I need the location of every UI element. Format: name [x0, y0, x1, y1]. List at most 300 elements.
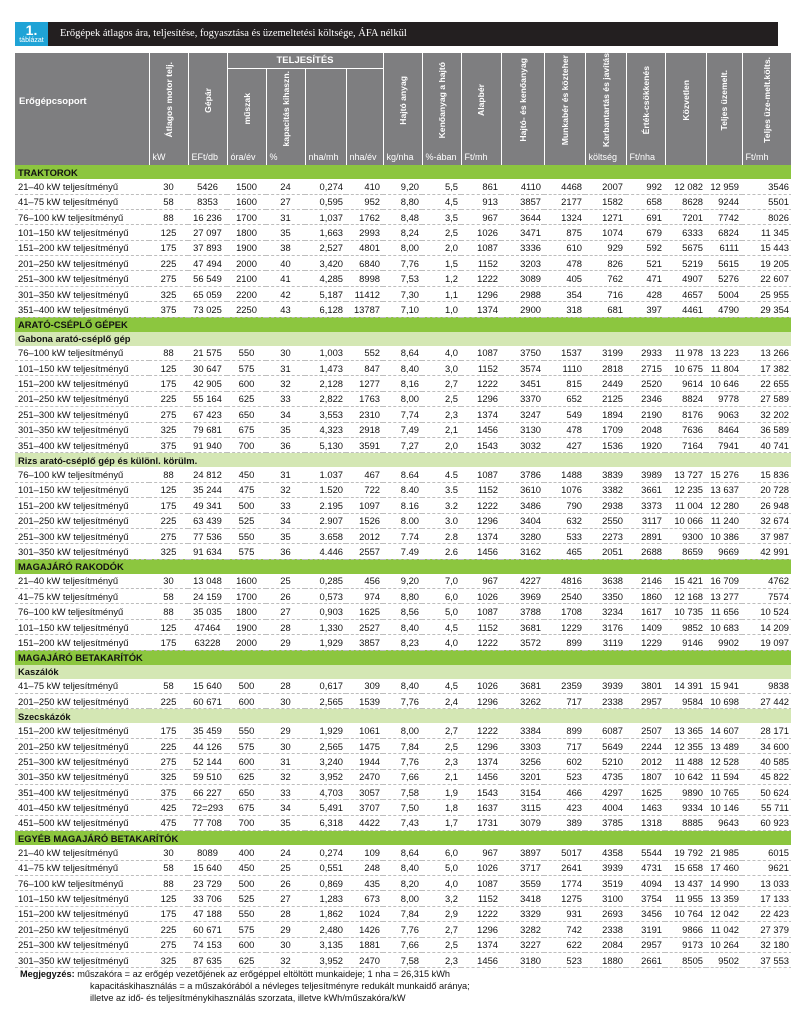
data-cell: 478 [544, 422, 585, 437]
data-cell: 1881 [346, 937, 383, 952]
data-cell: 1582 [585, 194, 626, 209]
data-cell: 2818 [585, 361, 626, 376]
row-label: 351–400 kW teljesítményű [15, 785, 149, 800]
unit-cell: %-ában [422, 149, 461, 165]
data-cell: 15 941 [706, 679, 742, 694]
table-row [15, 271, 791, 286]
data-cell: 717 [544, 738, 585, 753]
data-cell: 2,527 [305, 240, 346, 255]
data-cell: 21 575 [188, 346, 227, 361]
data-cell: 5544 [626, 845, 665, 860]
data-cell: 625 [227, 769, 266, 784]
data-cell: 7,27 [383, 437, 422, 452]
table-row [15, 574, 791, 589]
data-cell: 32 [266, 482, 305, 497]
table-row [15, 346, 791, 361]
data-cell: 14 607 [706, 723, 742, 738]
data-cell: 1097 [346, 498, 383, 513]
data-cell: 450 [227, 860, 266, 875]
data-cell: 2938 [585, 498, 626, 513]
data-cell: 73 025 [188, 302, 227, 317]
data-cell: 523 [544, 769, 585, 784]
col-header-fuel: Hajtó anyag [383, 53, 422, 149]
data-cell: 15 443 [742, 240, 791, 255]
row-label: 201–250 kW teljesítményű [15, 256, 149, 271]
data-cell: 35 035 [188, 604, 227, 619]
data-cell: 24 [266, 845, 305, 860]
data-cell: 0,551 [305, 860, 346, 875]
data-cell: 1543 [461, 437, 501, 452]
data-cell: 5,5 [422, 179, 461, 194]
data-cell: 2,822 [305, 391, 346, 406]
data-cell: 4297 [585, 785, 626, 800]
data-cell: 450 [227, 467, 266, 482]
data-cell: 521 [626, 256, 665, 271]
data-cell: 13 223 [706, 346, 742, 361]
section-header-row [15, 650, 791, 665]
data-cell: 44 126 [188, 738, 227, 753]
data-cell: 3801 [626, 679, 665, 694]
data-cell: 3750 [501, 346, 544, 361]
data-cell: 1700 [227, 589, 266, 604]
data-cell: 175 [149, 498, 188, 513]
table-row [15, 482, 791, 497]
data-cell: 14 209 [742, 619, 791, 634]
data-cell: 7941 [706, 437, 742, 452]
data-cell: 8,16 [383, 376, 422, 391]
data-cell: 1894 [585, 407, 626, 422]
data-cell: 11 240 [706, 513, 742, 528]
data-cell: 52 144 [188, 754, 227, 769]
data-cell: 30 [149, 845, 188, 860]
data-cell: 4731 [626, 860, 665, 875]
data-cell: 466 [544, 785, 585, 800]
data-cell: 3572 [501, 635, 544, 650]
data-cell: 5615 [706, 256, 742, 271]
data-cell: 1024 [346, 906, 383, 921]
data-cell: 12 528 [706, 754, 742, 769]
data-cell: 1229 [626, 635, 665, 650]
data-cell: 3418 [501, 891, 544, 906]
data-cell: 2190 [626, 407, 665, 422]
data-cell: 2661 [626, 952, 665, 967]
data-cell: 225 [149, 256, 188, 271]
data-cell: 658 [626, 194, 665, 209]
row-label: 21–40 kW teljesítményű [15, 574, 149, 589]
data-cell: 552 [346, 346, 383, 361]
data-cell: 6087 [585, 723, 626, 738]
data-cell: 2688 [626, 544, 665, 559]
data-cell: 1456 [461, 544, 501, 559]
data-cell: 602 [544, 754, 585, 769]
col-header-total-cost: Teljes üze-melt.költs. [742, 53, 791, 149]
data-cell: 10 524 [742, 604, 791, 619]
data-cell: 175 [149, 240, 188, 255]
data-cell: 30 647 [188, 361, 227, 376]
data-cell: 7,66 [383, 937, 422, 952]
table-row [15, 589, 791, 604]
data-cell: 679 [626, 225, 665, 240]
data-cell: 9063 [706, 407, 742, 422]
data-cell: 15 836 [742, 467, 791, 482]
data-cell: 25 [266, 860, 305, 875]
data-cell: 1,9 [422, 785, 461, 800]
data-cell: 8464 [706, 422, 742, 437]
data-cell: 35 459 [188, 723, 227, 738]
data-cell: 1222 [461, 906, 501, 921]
data-cell: 3546 [742, 179, 791, 194]
subsection-header-row [15, 709, 791, 724]
data-cell: 3201 [501, 769, 544, 784]
row-label: 21–40 kW teljesítményű [15, 179, 149, 194]
data-cell: 125 [149, 619, 188, 634]
data-cell: 37 893 [188, 240, 227, 255]
data-cell: 575 [227, 361, 266, 376]
data-cell: 3262 [501, 694, 544, 709]
data-cell: 40 741 [742, 437, 791, 452]
data-cell: 3115 [501, 800, 544, 815]
data-cell: 3786 [501, 467, 544, 482]
row-label: 151–200 kW teljesítményű [15, 723, 149, 738]
data-cell: 1152 [461, 361, 501, 376]
data-cell: 2988 [501, 286, 544, 301]
data-cell: 435 [346, 875, 383, 890]
data-cell: 5210 [585, 754, 626, 769]
data-cell: 3,240 [305, 754, 346, 769]
data-cell: 3,135 [305, 937, 346, 952]
data-cell: 3,952 [305, 952, 346, 967]
data-cell: 8,00 [383, 891, 422, 906]
data-cell: 47 494 [188, 256, 227, 271]
data-cell: 88 [149, 209, 188, 224]
footnote-line-3: illetve az idő- és teljesítménykihasználás szorzata, illetve kWh/műszakóra/kW [90, 993, 406, 1003]
data-cell: 2449 [585, 376, 626, 391]
data-cell: 33 [266, 391, 305, 406]
data-cell: 63 439 [188, 513, 227, 528]
data-cell: 175 [149, 906, 188, 921]
data-cell: 12 235 [665, 482, 706, 497]
data-cell: 3032 [501, 437, 544, 452]
data-cell: 125 [149, 482, 188, 497]
unit-cell [706, 149, 742, 165]
data-cell: 10 683 [706, 619, 742, 634]
data-cell: 533 [544, 528, 585, 543]
data-cell: 63228 [188, 635, 227, 650]
data-cell: 2250 [227, 302, 266, 317]
row-label: 41–75 kW teljesítményű [15, 860, 149, 875]
data-cell: 478 [544, 256, 585, 271]
row-label: 301–350 kW teljesítményű [15, 952, 149, 967]
data-cell: 375 [149, 785, 188, 800]
data-cell: 375 [149, 302, 188, 317]
data-cell: 1539 [346, 694, 383, 709]
data-cell: 22 655 [742, 376, 791, 391]
data-cell: 1763 [346, 391, 383, 406]
table-row [15, 302, 791, 317]
data-cell: 5,0 [422, 604, 461, 619]
data-cell: 1026 [461, 860, 501, 875]
data-cell: 4110 [501, 179, 544, 194]
data-cell: 88 [149, 346, 188, 361]
data-cell: 4227 [501, 574, 544, 589]
data-cell: 1409 [626, 619, 665, 634]
data-cell: 27 379 [742, 922, 791, 937]
data-cell: 1,7 [422, 815, 461, 830]
table-row [15, 437, 791, 452]
table-row [15, 407, 791, 422]
data-cell: 11 594 [706, 769, 742, 784]
data-cell: 10 764 [665, 906, 706, 921]
data-cell: 28 171 [742, 723, 791, 738]
data-cell: 525 [227, 513, 266, 528]
data-cell: 5426 [188, 179, 227, 194]
data-cell: 2100 [227, 271, 266, 286]
data-cell: 2048 [626, 422, 665, 437]
data-cell: 2012 [346, 528, 383, 543]
data-cell: 7.49 [383, 544, 422, 559]
section-header-row [15, 317, 791, 332]
data-cell: 42 905 [188, 376, 227, 391]
data-cell: 325 [149, 422, 188, 437]
data-cell: 4,0 [422, 875, 461, 890]
data-cell: 722 [346, 482, 383, 497]
row-label: 41–75 kW teljesítményű [15, 589, 149, 604]
data-cell: 3638 [585, 574, 626, 589]
table-body [15, 149, 791, 968]
data-cell: 14 990 [706, 875, 742, 890]
data-cell: 550 [227, 528, 266, 543]
table-row [15, 391, 791, 406]
data-cell: 10 066 [665, 513, 706, 528]
data-cell: 2900 [501, 302, 544, 317]
data-cell: 2,0 [422, 240, 461, 255]
table-row [15, 952, 791, 967]
data-cell: 27 [266, 604, 305, 619]
data-cell: 1537 [544, 346, 585, 361]
col-header-capacity: kapacitás kihaszn. [266, 69, 305, 149]
data-cell: 3.5 [422, 482, 461, 497]
data-cell: 325 [149, 286, 188, 301]
data-cell: 29 [266, 723, 305, 738]
data-cell: 58 [149, 589, 188, 604]
data-cell: 16 709 [706, 574, 742, 589]
data-cell: 9621 [742, 860, 791, 875]
unit-cell: kg/nha [383, 149, 422, 165]
data-cell: 650 [227, 785, 266, 800]
table-row [15, 738, 791, 753]
data-cell: 1,2 [422, 271, 461, 286]
data-cell: 2540 [544, 589, 585, 604]
data-cell: 15 640 [188, 860, 227, 875]
data-cell: 8,40 [383, 860, 422, 875]
unit-cell: óra/év [227, 149, 266, 165]
data-cell: 34 [266, 513, 305, 528]
footnote-label: Megjegyzés: [20, 969, 75, 979]
data-cell: 405 [544, 271, 585, 286]
badge-number: 1. [25, 22, 38, 38]
data-cell: 2550 [585, 513, 626, 528]
data-cell: 1296 [461, 513, 501, 528]
data-cell: 15 640 [188, 679, 227, 694]
data-cell: 12 959 [706, 179, 742, 194]
data-cell: 3280 [501, 528, 544, 543]
data-cell: 3057 [346, 785, 383, 800]
data-cell: 225 [149, 694, 188, 709]
data-cell: 17 460 [706, 860, 742, 875]
data-cell: 3707 [346, 800, 383, 815]
data-cell: 592 [626, 240, 665, 255]
table-row [15, 845, 791, 860]
table-row [15, 240, 791, 255]
data-cell: 74 153 [188, 937, 227, 952]
data-cell: 50 624 [742, 785, 791, 800]
data-cell: 6,0 [422, 589, 461, 604]
data-cell: 35 [266, 528, 305, 543]
cost-table [15, 53, 791, 968]
data-cell: 3,0 [422, 361, 461, 376]
data-cell: 1800 [227, 604, 266, 619]
data-cell: 2,3 [422, 754, 461, 769]
data-cell: 2933 [626, 346, 665, 361]
data-cell: 3644 [501, 209, 544, 224]
data-cell: 22 423 [742, 906, 791, 921]
data-cell: 4801 [346, 240, 383, 255]
data-cell: 2,565 [305, 738, 346, 753]
data-cell: 1318 [626, 815, 665, 830]
data-cell: 45 822 [742, 769, 791, 784]
data-cell: 2507 [626, 723, 665, 738]
data-cell: 26 [266, 875, 305, 890]
data-cell: 8,40 [383, 361, 422, 376]
row-label: 401–450 kW teljesítményű [15, 800, 149, 815]
data-cell: 1536 [585, 437, 626, 452]
data-cell: 2715 [626, 361, 665, 376]
row-label: 251–300 kW teljesítményű [15, 754, 149, 769]
unit-cell: Ft/mh [461, 149, 501, 165]
data-cell: 2,3 [422, 952, 461, 967]
data-cell: 8,64 [383, 845, 422, 860]
data-cell: 56 549 [188, 271, 227, 286]
data-cell: 2007 [585, 179, 626, 194]
table-row [15, 256, 791, 271]
data-cell: 1920 [626, 437, 665, 452]
data-cell: 37 553 [742, 952, 791, 967]
col-header-group: Erőgépcsoport [15, 53, 149, 149]
data-cell: 700 [227, 815, 266, 830]
data-cell: 1,663 [305, 225, 346, 240]
data-cell: 7,66 [383, 769, 422, 784]
data-cell: 47 188 [188, 906, 227, 921]
data-cell: 3256 [501, 754, 544, 769]
data-cell: 1296 [461, 694, 501, 709]
data-cell: 2891 [626, 528, 665, 543]
data-cell: 15 658 [665, 860, 706, 875]
data-cell: 3079 [501, 815, 544, 830]
data-cell: 32 674 [742, 513, 791, 528]
data-cell: 13787 [346, 302, 383, 317]
data-cell: 67 423 [188, 407, 227, 422]
data-cell: 4,703 [305, 785, 346, 800]
table-row [15, 467, 791, 482]
data-cell: 58 [149, 194, 188, 209]
data-cell: 40 585 [742, 754, 791, 769]
table-row [15, 906, 791, 921]
data-cell: 3303 [501, 738, 544, 753]
data-cell: 11 488 [665, 754, 706, 769]
data-cell: 2470 [346, 952, 383, 967]
data-cell: 4468 [544, 179, 585, 194]
data-cell: 88 [149, 467, 188, 482]
table-row [15, 679, 791, 694]
data-cell: 9669 [706, 544, 742, 559]
data-cell: 1152 [461, 256, 501, 271]
data-cell: 1152 [461, 891, 501, 906]
data-cell: 66 227 [188, 785, 227, 800]
data-cell: 77 708 [188, 815, 227, 830]
data-cell: 14 391 [665, 679, 706, 694]
data-cell: 275 [149, 528, 188, 543]
data-cell: 1,330 [305, 619, 346, 634]
data-cell: 899 [544, 723, 585, 738]
data-cell: 10 386 [706, 528, 742, 543]
data-cell: 32 180 [742, 937, 791, 952]
data-cell: 4358 [585, 845, 626, 860]
subsection-header-row [15, 453, 791, 468]
data-cell: 2.8 [422, 528, 461, 543]
data-cell: 575 [227, 922, 266, 937]
row-label: 101–150 kW teljesítményű [15, 361, 149, 376]
data-cell: 0,903 [305, 604, 346, 619]
data-cell: 8,64 [383, 346, 422, 361]
data-cell: 1456 [461, 769, 501, 784]
data-cell: 1860 [626, 589, 665, 604]
data-cell: 9173 [665, 937, 706, 952]
data-cell: 5,187 [305, 286, 346, 301]
data-cell: 1,473 [305, 361, 346, 376]
data-cell: 248 [346, 860, 383, 875]
row-label: 151–200 kW teljesítményű [15, 906, 149, 921]
data-cell: 5649 [585, 738, 626, 753]
data-cell: 2993 [346, 225, 383, 240]
section-title: TRAKTOROK [15, 165, 791, 179]
data-cell: 0,274 [305, 179, 346, 194]
data-cell: 675 [227, 422, 266, 437]
unit-cell: költség [585, 149, 626, 165]
data-cell: 1463 [626, 800, 665, 815]
table-row [15, 528, 791, 543]
data-cell: 30 [266, 937, 305, 952]
data-cell: 35 [266, 815, 305, 830]
data-cell: 931 [544, 906, 585, 921]
data-cell: 1152 [461, 482, 501, 497]
data-cell: 30 [149, 574, 188, 589]
data-cell: 1087 [461, 346, 501, 361]
data-cell: 4.446 [305, 544, 346, 559]
data-cell: 20 728 [742, 482, 791, 497]
col-header-wage-cost: Munkabér és közteher [544, 53, 585, 149]
data-cell: 9,20 [383, 574, 422, 589]
data-cell: 1,003 [305, 346, 346, 361]
data-cell: 3559 [501, 875, 544, 890]
data-cell: 32 [266, 952, 305, 967]
row-label: 151–200 kW teljesítményű [15, 376, 149, 391]
data-cell: 8885 [665, 815, 706, 830]
row-label: 251–300 kW teljesítményű [15, 271, 149, 286]
data-cell: 3162 [501, 544, 544, 559]
data-cell: 790 [544, 498, 585, 513]
data-cell: 24 812 [188, 467, 227, 482]
data-cell: 35 244 [188, 482, 227, 497]
